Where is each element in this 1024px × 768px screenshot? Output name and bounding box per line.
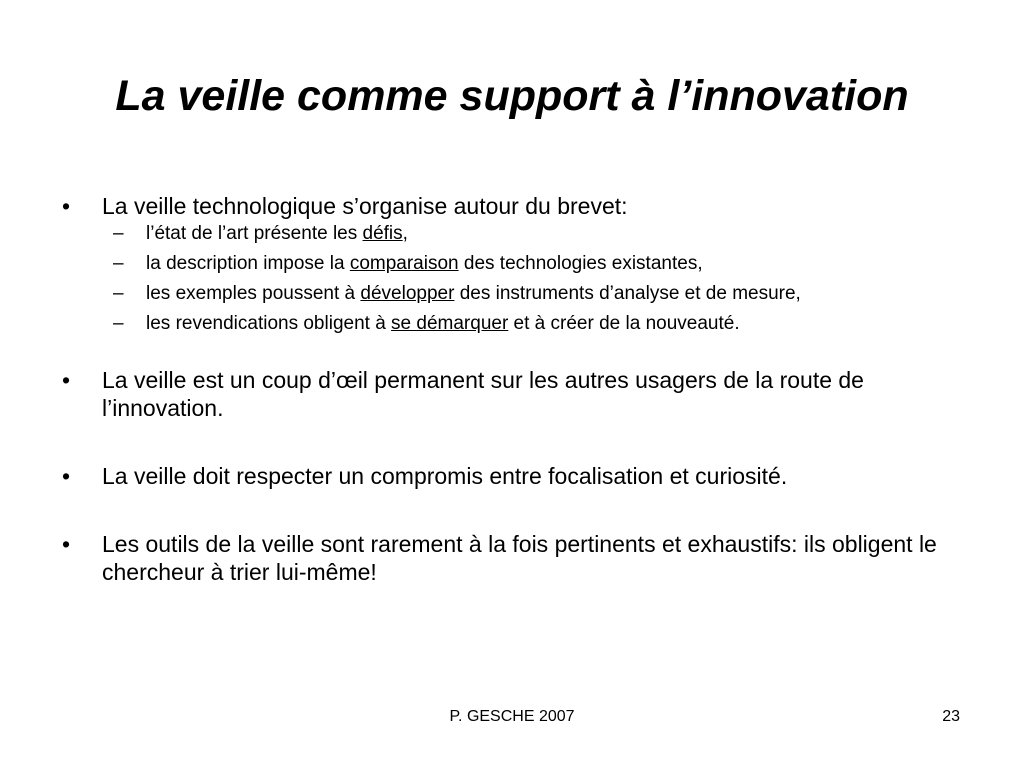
slide-content bbox=[56, 192, 976, 586]
bullet-icon: • bbox=[62, 463, 71, 489]
bullet-text: La veille doit respecter un compromis entre focalisation et curiosité. bbox=[102, 463, 788, 489]
dash-icon: – bbox=[113, 253, 124, 274]
bullet-text: La veille technologique s’organise autour du brevet: bbox=[102, 193, 628, 219]
bullet-text: Les outils de la veille sont rarement à la fois pertinents et exhaustifs: ils obligent le chercheur à trier lui-même! bbox=[102, 531, 937, 585]
underlined-keyword: développer bbox=[360, 283, 455, 304]
sub-item-text: les revendications obligent à se démarquer et à créer de la nouveauté. bbox=[146, 313, 740, 334]
bullet-icon: • bbox=[62, 367, 71, 393]
underlined-keyword: se démarquer bbox=[391, 313, 509, 334]
bullet-item bbox=[56, 530, 976, 586]
underlined-keyword: comparaison bbox=[349, 253, 459, 274]
sub-item-text: les exemples poussent à développer des instruments d’analyse et de mesure, bbox=[146, 283, 801, 304]
slide-number: 23 bbox=[942, 708, 960, 725]
underlined-keyword: défis bbox=[362, 223, 403, 244]
dash-icon: – bbox=[113, 313, 124, 334]
sub-list bbox=[56, 223, 976, 335]
sub-item bbox=[56, 223, 976, 245]
sub-item bbox=[56, 253, 976, 275]
slide-title: La veille comme support à l’innovation bbox=[115, 72, 909, 120]
bullet-item bbox=[56, 462, 976, 490]
bullet-item bbox=[56, 366, 976, 422]
dash-icon: – bbox=[113, 283, 124, 304]
sub-item bbox=[56, 313, 976, 335]
bullet-icon: • bbox=[62, 193, 71, 219]
bullet-text: La veille est un coup d’œil permanent sur les autres usagers de la route de l’innovation. bbox=[102, 367, 864, 421]
sub-item-text: l’état de l’art présente les défis, bbox=[146, 223, 408, 244]
bullet-icon: • bbox=[62, 531, 71, 557]
bullet-item bbox=[56, 192, 976, 220]
sub-item bbox=[56, 283, 976, 305]
footer-author: P. GESCHE 2007 bbox=[449, 708, 575, 725]
sub-item-text: la description impose la comparaison des technologies existantes, bbox=[146, 253, 703, 274]
dash-icon: – bbox=[113, 223, 124, 244]
